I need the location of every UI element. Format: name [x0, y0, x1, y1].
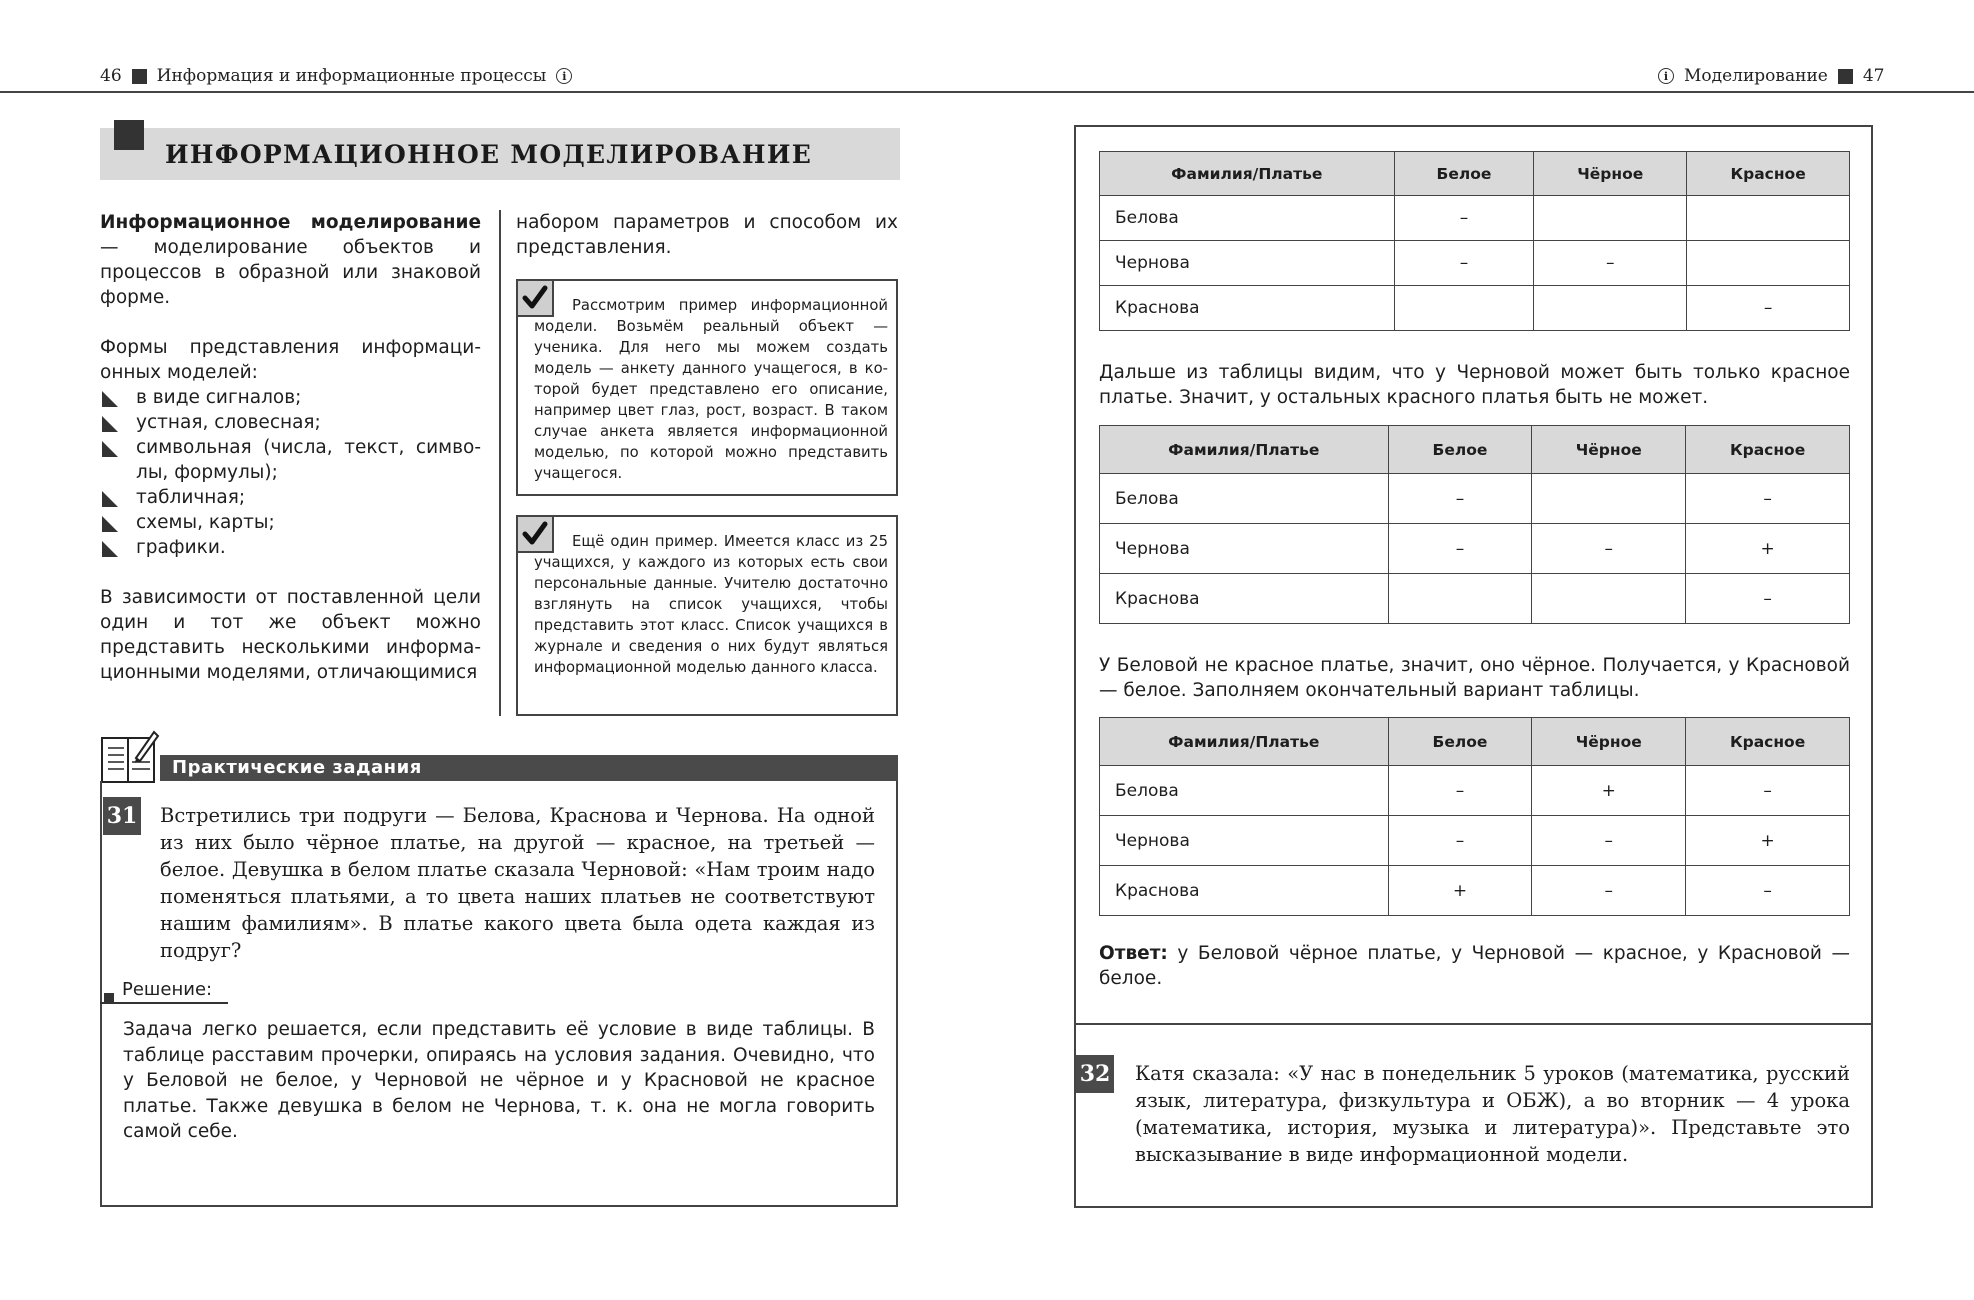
column-header: Белое	[1388, 718, 1532, 766]
triangle-bullet-icon	[102, 516, 118, 532]
solution-underline	[100, 1002, 228, 1004]
table-row	[1100, 574, 1850, 624]
table-cell: –	[1686, 866, 1850, 916]
example-box-1	[516, 279, 898, 496]
table-cell: Чернова	[1100, 524, 1389, 574]
column-header: Фамилия/Платье	[1100, 718, 1389, 766]
table-cell: –	[1686, 474, 1850, 524]
triangle-bullet-icon	[102, 541, 118, 557]
table-2	[1099, 425, 1850, 624]
column-header: Чёрное	[1532, 718, 1686, 766]
table-cell: Чернова	[1100, 241, 1395, 286]
triangle-bullet-icon	[102, 441, 118, 457]
list-item: в виде сигналов;	[100, 385, 481, 410]
table-cell	[1532, 474, 1686, 524]
list-item: графики.	[100, 535, 481, 560]
column-header: Белое	[1388, 426, 1532, 474]
list-item: устная, словесная;	[100, 410, 481, 435]
table-cell: Белова	[1100, 196, 1395, 241]
paragraph-1: Дальше из таблицы видим, что у Черновой может быть только красное платье. Значит, у остальных красного платья быть не может.	[1099, 362, 1850, 408]
table-cell: Краснова	[1100, 866, 1389, 916]
task-32-text: Катя сказала: «У нас в понедельник 5 уроков (математика, русский язык, литература, физкультура и ОБЖ), а во вторник — 4 урока (математика, история, музыка и литература)». Представьте это высказывание в виде информационной модели.	[1135, 1062, 1850, 1166]
table-cell	[1394, 286, 1534, 331]
definition-term: Информационное моделирование	[100, 212, 481, 233]
table-cell: –	[1686, 574, 1850, 624]
column-divider	[499, 210, 501, 716]
table-cell: –	[1388, 524, 1532, 574]
table-cell: –	[1394, 241, 1534, 286]
table-cell	[1687, 241, 1850, 286]
left-text-column	[100, 210, 481, 710]
info-icon: i	[1658, 68, 1674, 84]
table-row	[1100, 816, 1850, 866]
right-header-title: Моделирование	[1684, 66, 1828, 86]
column-header: Фамилия/Платье	[1100, 152, 1395, 196]
square-icon	[114, 120, 144, 150]
header-rule	[0, 91, 1974, 93]
table-cell: Краснова	[1100, 286, 1395, 331]
table-3	[1099, 717, 1850, 916]
right-running-header	[1658, 66, 1885, 86]
table-cell	[1388, 574, 1532, 624]
answer-text: у Беловой чёрное платье, у Черновой — красное, у Красновой — белое.	[1099, 943, 1850, 989]
continuation-paragraph: набором параметров и способом их представления.	[516, 212, 898, 258]
definition-text: — моделирование объектов и процессов в образной или знаковой форме.	[100, 237, 481, 308]
definition-paragraph	[100, 210, 481, 310]
table-row	[1100, 286, 1850, 331]
table-cell: –	[1394, 196, 1534, 241]
table-cell	[1534, 196, 1687, 241]
forms-list	[100, 385, 481, 560]
list-item: схемы, карты;	[100, 510, 481, 535]
paragraph-2: У Беловой не красное платье, значит, оно чёрное. Получается, у Красновой — белое. Заполняем окончательный вариант таблицы.	[1099, 655, 1850, 701]
table-cell: –	[1388, 474, 1532, 524]
solution-text: Задача легко решается, если представить её условие в виде таблицы. В таблице расставим прочерки, опираясь на условия задания. Очевидно, что у Беловой не белое, у Черновой не чёрное и у Красновой не красное платье. Также девушка в белом не Чернова, т. к. она не могла говорить самой себе.	[123, 1019, 875, 1142]
notebook-pen-icon	[100, 728, 160, 788]
task-32-number: 32	[1076, 1055, 1114, 1093]
left-page-number: 46	[100, 66, 122, 86]
table-cell: –	[1687, 286, 1850, 331]
column-header: Чёрное	[1534, 152, 1687, 196]
table-cell: –	[1388, 816, 1532, 866]
forms-intro: Формы представления информационных моделей:	[100, 337, 481, 383]
table-row	[1100, 524, 1850, 574]
table-row	[1100, 766, 1850, 816]
list-item: табличная;	[100, 485, 481, 510]
left-header-title: Информация и информационные процессы	[156, 66, 547, 86]
column-header: Красное	[1687, 152, 1850, 196]
example-2-text: Ещё один пример. Имеется класс из 25 учащихся, у каждого из которых есть свои персональные данные. Учителю достаточно взглянуть на список учащихся, чтобы представить этот класс. Список учащихся в журнале и сведения о них будут являться информационной моделью данного класса.	[534, 533, 888, 676]
table-cell: Чернова	[1100, 816, 1389, 866]
left-running-header	[100, 66, 572, 86]
example-box-2	[516, 515, 898, 716]
table-row	[1100, 866, 1850, 916]
example-1-text: Рассмотрим пример информационной модели. Возьмём реальный объект — ученика. Для него мы можем создать модель — анкету данного учащегося, в которой будет представлено его описание, например цвет глаз, рост, возраст. В таком случае анкета является информационной моделью, по которой можно представить учащегося.	[534, 297, 888, 482]
table-header-row	[1100, 152, 1850, 196]
section-title: ИНФОРМАЦИОННОЕ МОДЕЛИРОВАНИЕ	[165, 140, 813, 169]
list-item: символьная (числа, текст, символы, формулы);	[100, 435, 481, 485]
answer-label: Ответ:	[1099, 943, 1168, 964]
practical-tasks-label: Практические задания	[172, 757, 422, 778]
triangle-bullet-icon	[102, 491, 118, 507]
task-31-number: 31	[103, 797, 141, 835]
table-row	[1100, 474, 1850, 524]
column-header: Фамилия/Платье	[1100, 426, 1389, 474]
square-icon	[1838, 69, 1853, 84]
info-icon: i	[556, 68, 572, 84]
triangle-bullet-icon	[102, 416, 118, 432]
column-header: Красное	[1686, 426, 1850, 474]
table-row	[1100, 196, 1850, 241]
table-cell: +	[1686, 816, 1850, 866]
table-cell: Краснова	[1100, 574, 1389, 624]
table-row	[1100, 241, 1850, 286]
table-cell: +	[1388, 866, 1532, 916]
table-cell: –	[1534, 241, 1687, 286]
table-header-row	[1100, 426, 1850, 474]
table-1	[1099, 151, 1850, 331]
table-header-row	[1100, 718, 1850, 766]
column-header: Белое	[1394, 152, 1534, 196]
triangle-bullet-icon	[102, 391, 118, 407]
table-cell: –	[1532, 816, 1686, 866]
right-page-number: 47	[1862, 66, 1885, 86]
table-cell: +	[1686, 524, 1850, 574]
table-cell: Белова	[1100, 766, 1389, 816]
table-cell: –	[1388, 766, 1532, 816]
table-cell	[1687, 196, 1850, 241]
square-icon	[132, 69, 147, 84]
table-cell	[1532, 574, 1686, 624]
column-header: Чёрное	[1532, 426, 1686, 474]
table-cell: –	[1532, 866, 1686, 916]
solution-label: Решение:	[122, 979, 213, 1000]
task-31-text: Встретились три подруги — Белова, Краснова и Чернова. На одной из них было чёрное платье, на другой — красное, на третьей — белое. Девушка в белом платье сказала Черновой: «Нам троим надо поменяться платьями, а то цвета наших платьев не соответствуют нашим фамилиям». В платье какого цвета была одета каждая из подруг?	[160, 804, 875, 962]
column-header: Красное	[1686, 718, 1850, 766]
table-cell: –	[1686, 766, 1850, 816]
task-separator	[1076, 1023, 1871, 1025]
dependence-paragraph: В зависимости от поставленной цели один и тот же объект можно представить несколькими информационными моделями, отличающимися	[100, 587, 481, 683]
table-cell: Белова	[1100, 474, 1389, 524]
answer-paragraph	[1099, 941, 1850, 991]
table-cell	[1534, 286, 1687, 331]
table-cell: +	[1532, 766, 1686, 816]
table-cell: –	[1532, 524, 1686, 574]
